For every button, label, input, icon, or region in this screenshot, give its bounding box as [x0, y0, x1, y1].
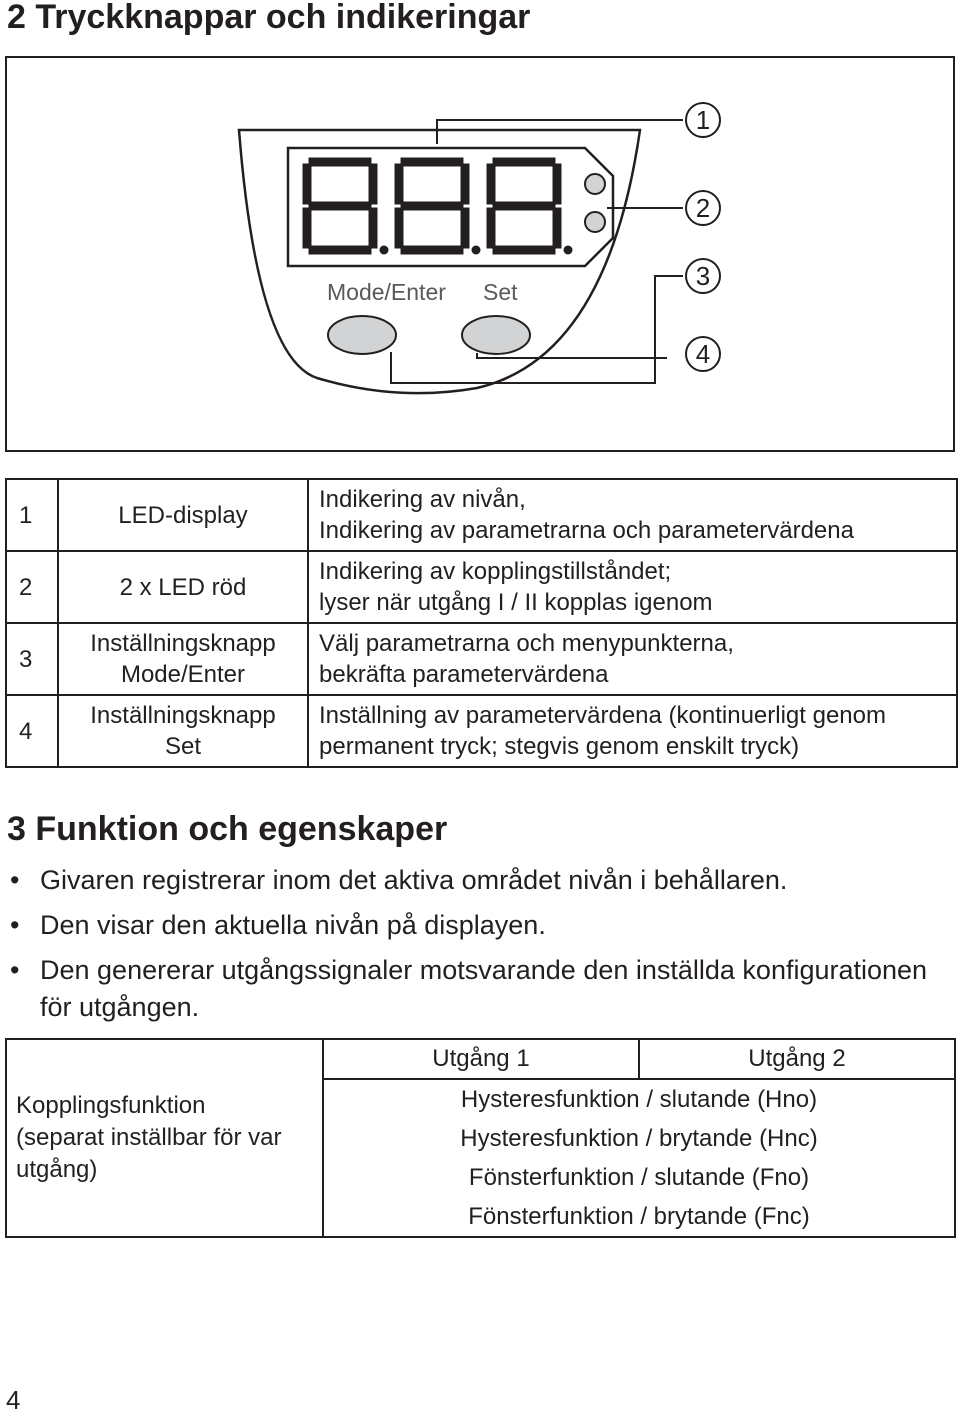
- leader-1: [437, 120, 683, 144]
- decimal-point: [472, 246, 481, 255]
- part-name: Inställningsknapp Mode/Enter: [58, 623, 308, 695]
- part-description: Inställning av parametervärdena (kontinuerligt genom permanent tryck; stegvis genom enskilt tryck): [308, 695, 957, 767]
- part-number: 1: [6, 479, 58, 551]
- table-row: [6, 623, 957, 695]
- svg-text:3: 3: [695, 261, 711, 291]
- function-row: Fönsterfunktion / slutande (Fno): [323, 1158, 955, 1197]
- part-name: Inställningsknapp Set: [58, 695, 308, 767]
- table-row: [6, 695, 957, 767]
- bullet-text: Givaren registrerar inom det aktiva området nivån i behållaren.: [40, 865, 788, 895]
- switching-function-label: Kopplingsfunktion (separat inställbar för var utgång): [6, 1039, 323, 1237]
- feature-list: [10, 862, 950, 1034]
- output-2-header: Utgång 2: [639, 1039, 955, 1079]
- set-button: [462, 316, 530, 354]
- part-name: LED-display: [58, 479, 308, 551]
- callout-3: [686, 259, 720, 293]
- output-1-header: Utgång 1: [323, 1039, 639, 1079]
- table-row: [6, 551, 957, 623]
- section-3-title: 3 Funktion och egenskaper: [7, 810, 448, 848]
- bullet-dot: •: [10, 865, 20, 895]
- part-description: Välj parametrarna och menypunkterna, bekräfta parametervärdena: [308, 623, 957, 695]
- function-row: Fönsterfunktion / brytande (Fnc): [323, 1197, 955, 1237]
- device-illustration: [7, 58, 952, 449]
- svg-text:4: 4: [695, 339, 711, 369]
- part-description: Indikering av kopplingstillståndet; lyser när utgång I / II kopplas igenom: [308, 551, 957, 623]
- mode-enter-button: [328, 316, 396, 354]
- callout-1: [686, 103, 720, 137]
- bullet-text: Den genererar utgångssignaler motsvarande den inställda konfigurationen för utgången.: [40, 955, 928, 1022]
- mode-enter-label: Mode/Enter: [327, 279, 446, 305]
- parts-table: [5, 478, 958, 768]
- bullet-dot: •: [10, 910, 20, 940]
- list-item: [10, 952, 950, 1026]
- decimal-point: [380, 246, 389, 255]
- switching-function-table: [5, 1038, 956, 1238]
- function-row: Hysteresfunktion / slutande (Hno): [323, 1079, 955, 1119]
- set-label: Set: [483, 279, 518, 305]
- function-row: Hysteresfunktion / brytande (Hnc): [323, 1119, 955, 1158]
- part-number: 4: [6, 695, 58, 767]
- svg-text:2: 2: [695, 193, 711, 223]
- bullet-dot: •: [10, 955, 20, 985]
- device-figure: [5, 56, 955, 452]
- table-row: [6, 479, 957, 551]
- led-display-digits: [307, 162, 573, 255]
- callout-2: [686, 191, 720, 225]
- led-2: [585, 212, 605, 232]
- part-number: 3: [6, 623, 58, 695]
- list-item: [10, 907, 950, 944]
- page-number: 4: [6, 1385, 21, 1415]
- section-2-title: 2 Tryckknappar och indikeringar: [7, 0, 531, 36]
- svg-text:1: 1: [695, 105, 711, 135]
- part-description: Indikering av nivån, Indikering av parametrarna och parametervärdena: [308, 479, 957, 551]
- bullet-text: Den visar den aktuella nivån på displayen.: [40, 910, 546, 940]
- part-number: 2: [6, 551, 58, 623]
- part-name: 2 x LED röd: [58, 551, 308, 623]
- list-item: [10, 862, 950, 899]
- led-1: [585, 174, 605, 194]
- decimal-point: [564, 246, 573, 255]
- callout-4: [686, 337, 720, 371]
- housing-outline: [239, 130, 640, 393]
